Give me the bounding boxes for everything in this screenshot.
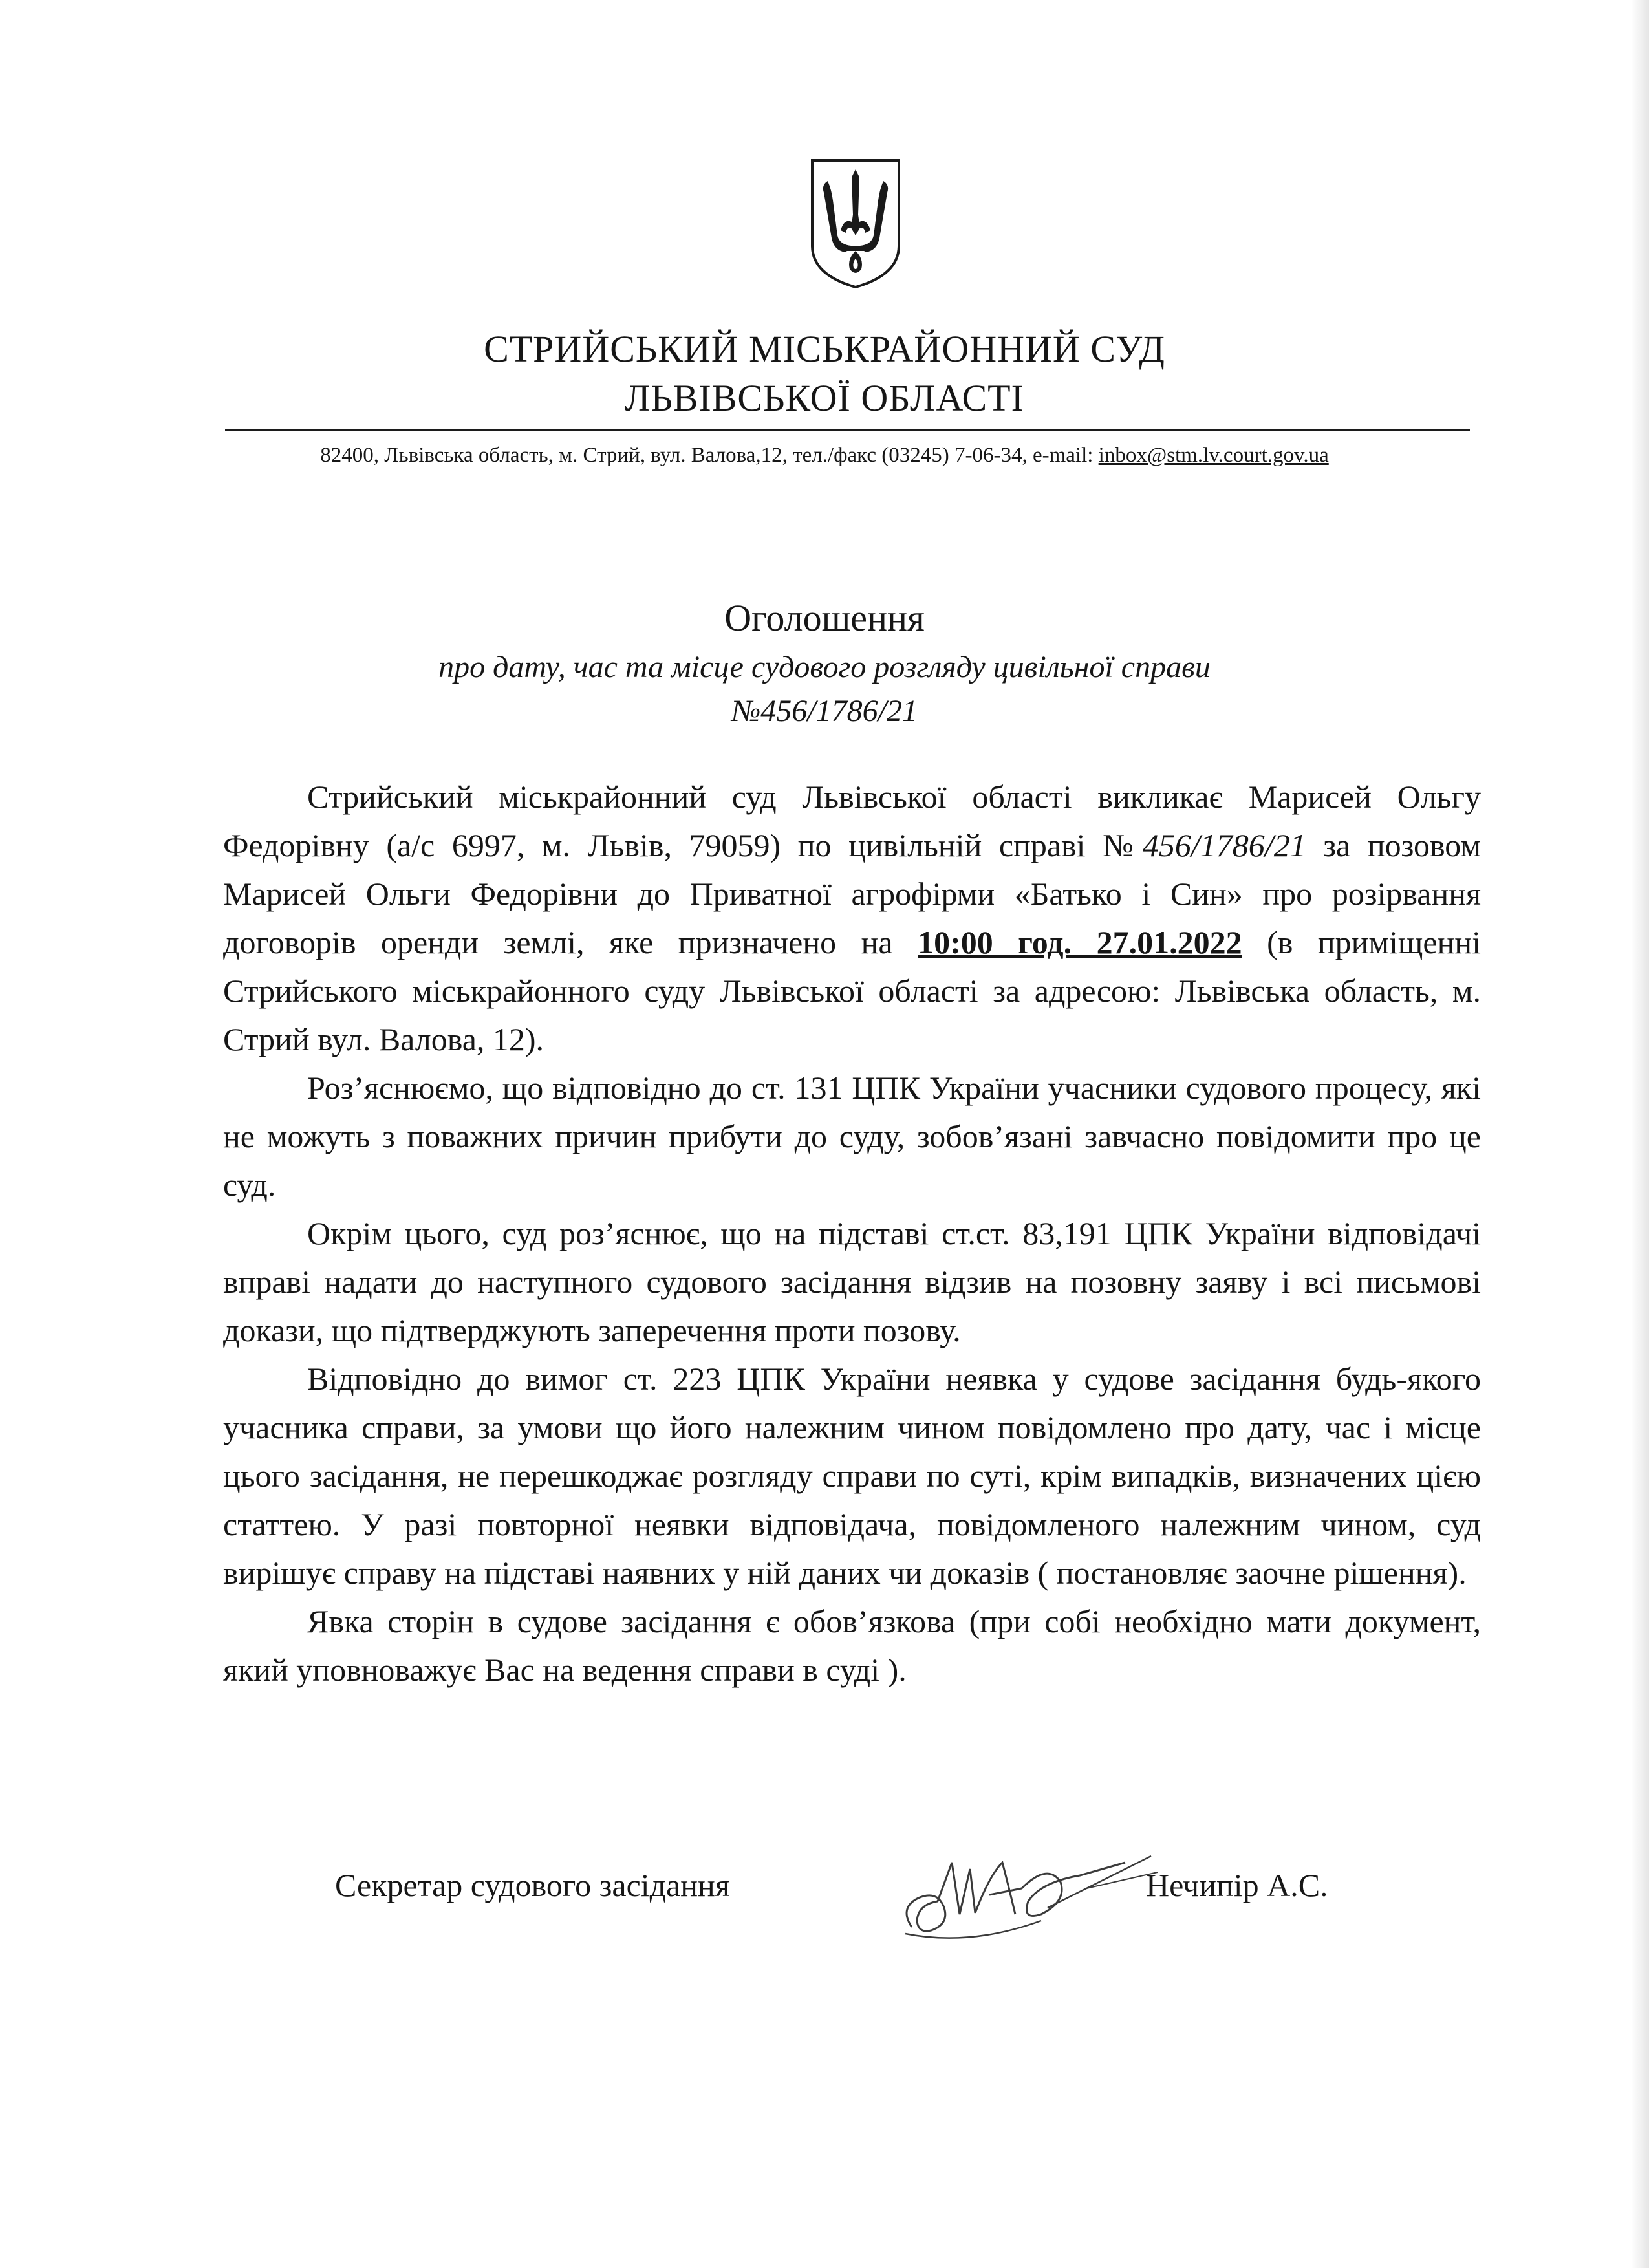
signature-block — [0, 1837, 1649, 1940]
subtitle-case-number: №456/1786/21 — [731, 694, 918, 728]
summons-text-part1: Стрийський міськрайонний суд Львівської області викликає Марисей Ольгу Федорівну (а/с 6997, м. Львів, 79059) по цивільній справі № — [223, 779, 1481, 863]
subtitle-line1: про дату, час та місце судового розгляду цивільної справи — [438, 650, 1211, 684]
paragraph-absence-consequences: Відповідно до вимог ст. 223 ЦПК України неявка у судове засідання будь-якого учасника справи, за умови що його належним чином повідомлено про дату, час і місце цього засідання, не перешкоджає розгляду справи по суті, крім випадків, визначених цією статтею. У разі повторної неявки відповідача, повідомленого належним чином, суд вирішує справу на підставі наявних у ній даних чи доказів ( постановляє заочне рішення). — [223, 1361, 1481, 1591]
paragraph-summons — [223, 773, 1481, 1064]
hearing-datetime: 10:00 год. 27.01.2022 — [918, 924, 1242, 960]
summons-text-part2: за позовом Марисей Ольги Федорівни до Приватної агрофірми «Батько і Син» про розірвання договорів оренди землі, яке призначено на — [223, 827, 1481, 960]
address-text: 82400, Львівська область, м. Стрий, вул. Валова,12, тел./факс (03245) 7-06-34, e-mail: — [320, 444, 1099, 467]
email-link[interactable]: inbox@stm.lv.court.gov.ua — [1098, 444, 1329, 467]
header-divider — [225, 429, 1470, 431]
signer-name: Нечипір А.С. — [1146, 1867, 1328, 1903]
case-number: 456/1786/21 — [1142, 827, 1306, 863]
notice-subtitle — [0, 645, 1649, 733]
signer-role: Секретар судового засідання — [335, 1867, 730, 1903]
summons-text-part3: (в приміщенні Стрийського міськрайонного суду Львівської області за адресою: Львівська область, м. Стрий вул. Валова, 12). — [223, 924, 1481, 1057]
handwritten-signature — [892, 1837, 1164, 1953]
paragraph-defense-rights: Окрім цього, суд роз’яснює, що на підставі ст.ст. 83,191 ЦПК України відповідачі вправі надати до наступного судового засідання відзив на позовну заяву і всі письмові докази, що підтверджують заперечення проти позову. — [223, 1215, 1481, 1348]
court-name-line2: ЛЬВІВСЬКОЇ ОБЛАСТІ — [625, 377, 1024, 419]
paragraph-attendance: Явка сторін в судове засідання є обов’язкова (при собі необхідно мати документ, який уповноважує Вас на ведення справи в суді ). — [223, 1603, 1481, 1688]
court-name — [0, 325, 1649, 423]
notice-title: Оголошення — [724, 597, 925, 639]
court-address — [0, 441, 1649, 470]
court-name-line1: СТРИЙСЬКИЙ МІСЬКРАЙОННИЙ СУД — [484, 328, 1165, 370]
trident-coat-of-arms-icon — [807, 155, 904, 291]
notice-body — [223, 773, 1481, 1694]
paragraph-notice-duty: Роз’яснюємо, що відповідно до ст. 131 ЦПК України учасники судового процесу, які не можуть з поважних причин прибути до суду, зобов’язані завчасно повідомити про це суд. — [223, 1070, 1481, 1203]
